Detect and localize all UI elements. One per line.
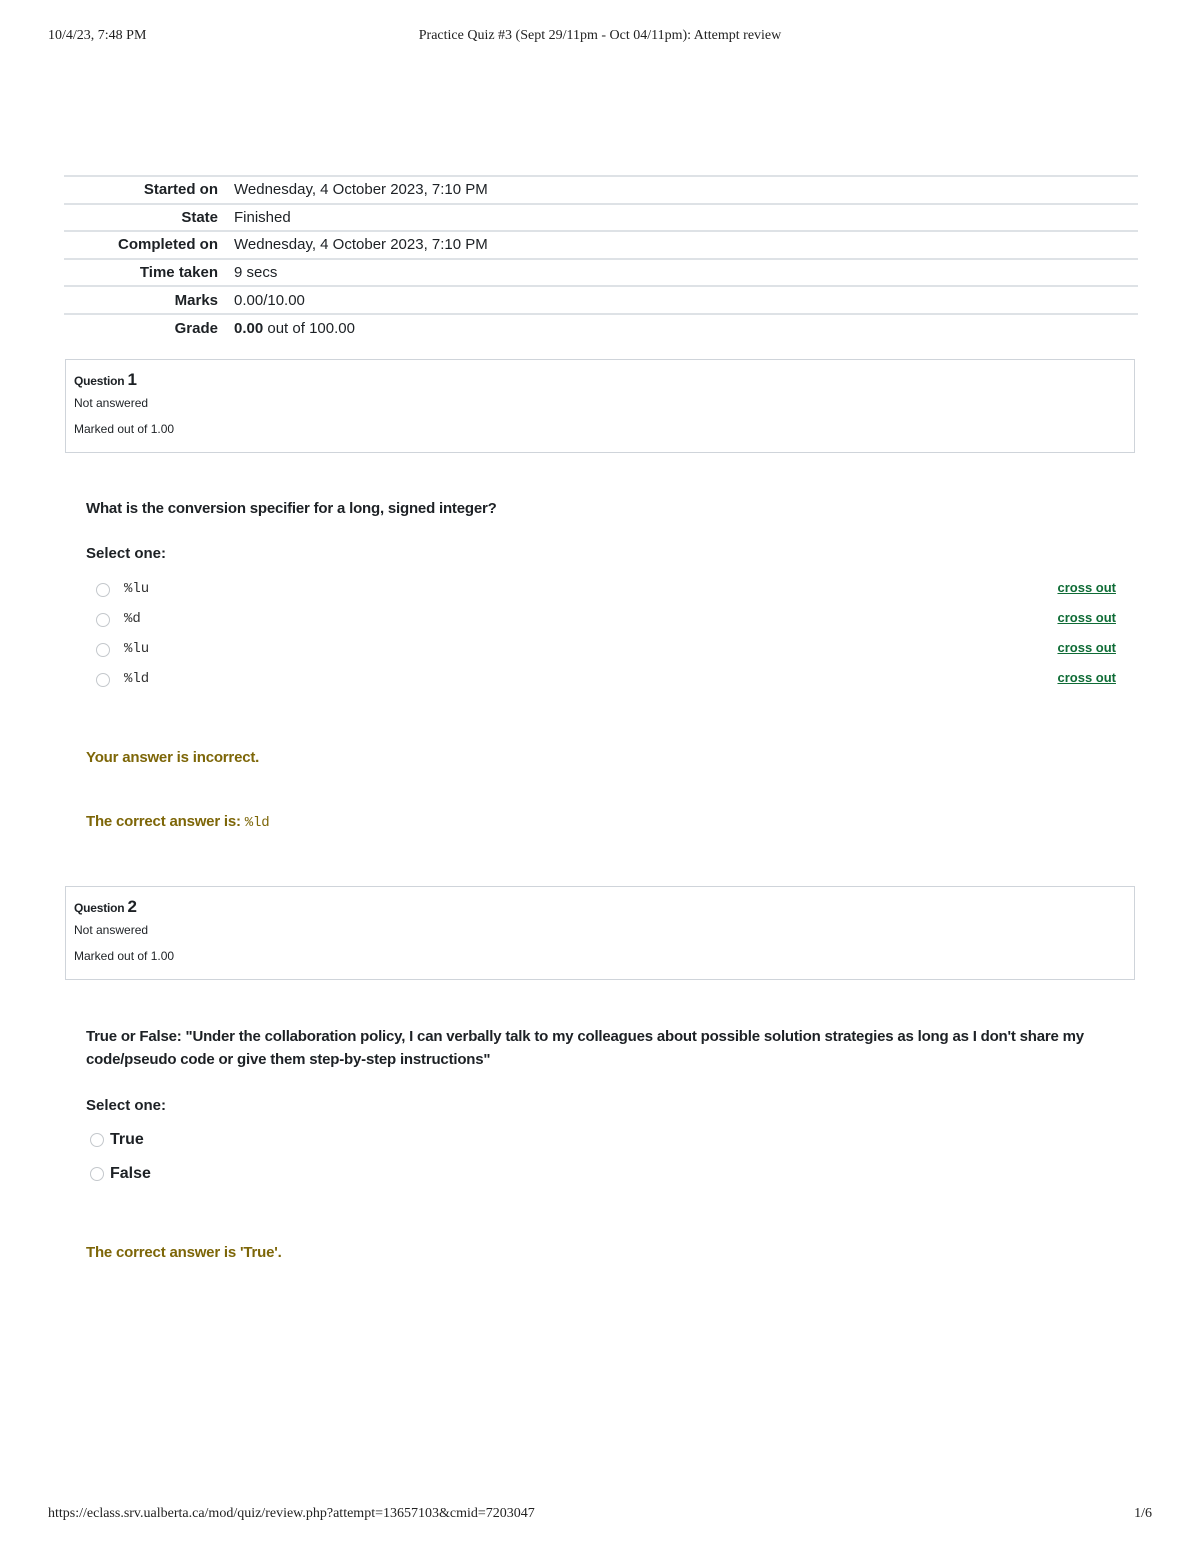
summary-label: Started on bbox=[64, 176, 226, 204]
summary-value bbox=[226, 314, 1138, 342]
answer-option-true[interactable] bbox=[90, 1131, 390, 1153]
summary-value: 9 secs bbox=[226, 259, 1138, 287]
summary-row bbox=[64, 286, 1138, 314]
option-code: %lu bbox=[124, 581, 150, 597]
radio-button[interactable] bbox=[96, 643, 110, 657]
grade-total: out of 100.00 bbox=[263, 319, 355, 337]
select-one-prompt: Select one: bbox=[86, 545, 167, 562]
print-title: Practice Quiz #3 (Sept 29/11pm - Oct 04/11pm): Attempt review bbox=[418, 28, 782, 43]
option-code: %lu bbox=[124, 641, 150, 657]
correct-answer-feedback bbox=[86, 813, 269, 831]
summary-row bbox=[64, 231, 1138, 259]
summary-row bbox=[64, 259, 1138, 287]
question-state: Not answered bbox=[74, 396, 149, 410]
correct-answer-feedback: The correct answer is 'True'. bbox=[86, 1244, 282, 1261]
radio-button[interactable] bbox=[96, 673, 110, 687]
summary-label: Completed on bbox=[64, 231, 226, 259]
summary-row bbox=[64, 314, 1138, 342]
option-label: True bbox=[110, 1131, 144, 1148]
radio-button[interactable] bbox=[90, 1133, 104, 1147]
incorrect-feedback: Your answer is incorrect. bbox=[86, 749, 260, 766]
summary-value: Finished bbox=[226, 204, 1138, 232]
summary-row bbox=[64, 204, 1138, 232]
answer-option[interactable] bbox=[96, 580, 1116, 602]
grade-score: 0.00 bbox=[234, 319, 264, 337]
radio-button[interactable] bbox=[96, 613, 110, 627]
cross-out-link[interactable]: cross out bbox=[1057, 610, 1116, 625]
question-marks: Marked out of 1.00 bbox=[74, 422, 175, 436]
summary-value: Wednesday, 4 October 2023, 7:10 PM bbox=[226, 176, 1138, 204]
cross-out-link[interactable]: cross out bbox=[1057, 670, 1116, 685]
select-one-prompt: Select one: bbox=[86, 1097, 167, 1114]
question-info-box bbox=[65, 886, 1135, 980]
summary-value: 0.00/10.00 bbox=[226, 286, 1138, 314]
question-number bbox=[74, 897, 1126, 917]
question-marks: Marked out of 1.00 bbox=[74, 949, 175, 963]
summary-row bbox=[64, 176, 1138, 204]
correct-answer-code: %ld bbox=[244, 815, 270, 831]
summary-value: Wednesday, 4 October 2023, 7:10 PM bbox=[226, 231, 1138, 259]
question-number bbox=[74, 370, 1126, 390]
question-info-box bbox=[65, 359, 1135, 453]
correct-answer-prefix: The correct answer is: bbox=[86, 813, 245, 830]
question-number-value: 1 bbox=[127, 370, 137, 389]
summary-label: Marks bbox=[64, 286, 226, 314]
print-url: https://eclass.srv.ualberta.ca/mod/quiz/review.php?attempt=13657103&cmid=7203047 bbox=[48, 1506, 535, 1521]
question-text: What is the conversion specifier for a long, signed integer? bbox=[86, 500, 497, 517]
option-code: %ld bbox=[124, 671, 150, 687]
option-code: %d bbox=[124, 611, 141, 627]
answer-option[interactable] bbox=[96, 640, 1116, 662]
question-label: Question bbox=[74, 901, 128, 915]
radio-button[interactable] bbox=[90, 1167, 104, 1181]
answer-option[interactable] bbox=[96, 610, 1116, 632]
answer-option[interactable] bbox=[96, 670, 1116, 692]
summary-label: Time taken bbox=[64, 259, 226, 287]
question-number-value: 2 bbox=[127, 897, 137, 916]
summary-label: Grade bbox=[64, 314, 226, 342]
cross-out-link[interactable]: cross out bbox=[1057, 580, 1116, 595]
option-label: False bbox=[110, 1165, 151, 1182]
print-page-number: 1/6 bbox=[1134, 1506, 1152, 1521]
summary-label: State bbox=[64, 204, 226, 232]
attempt-summary-table bbox=[64, 175, 1138, 342]
radio-button[interactable] bbox=[96, 583, 110, 597]
cross-out-link[interactable]: cross out bbox=[1057, 640, 1116, 655]
question-text: True or False: "Under the collaboration policy, I can verbally talk to my colleagues about possible solution strategies as long as I don't share my code/pseudo code or give them step-by-step instructions" bbox=[86, 1028, 1084, 1068]
question-label: Question bbox=[74, 374, 128, 388]
answer-option-false[interactable] bbox=[90, 1165, 390, 1187]
print-datetime: 10/4/23, 7:48 PM bbox=[48, 28, 147, 43]
question-state: Not answered bbox=[74, 923, 149, 937]
